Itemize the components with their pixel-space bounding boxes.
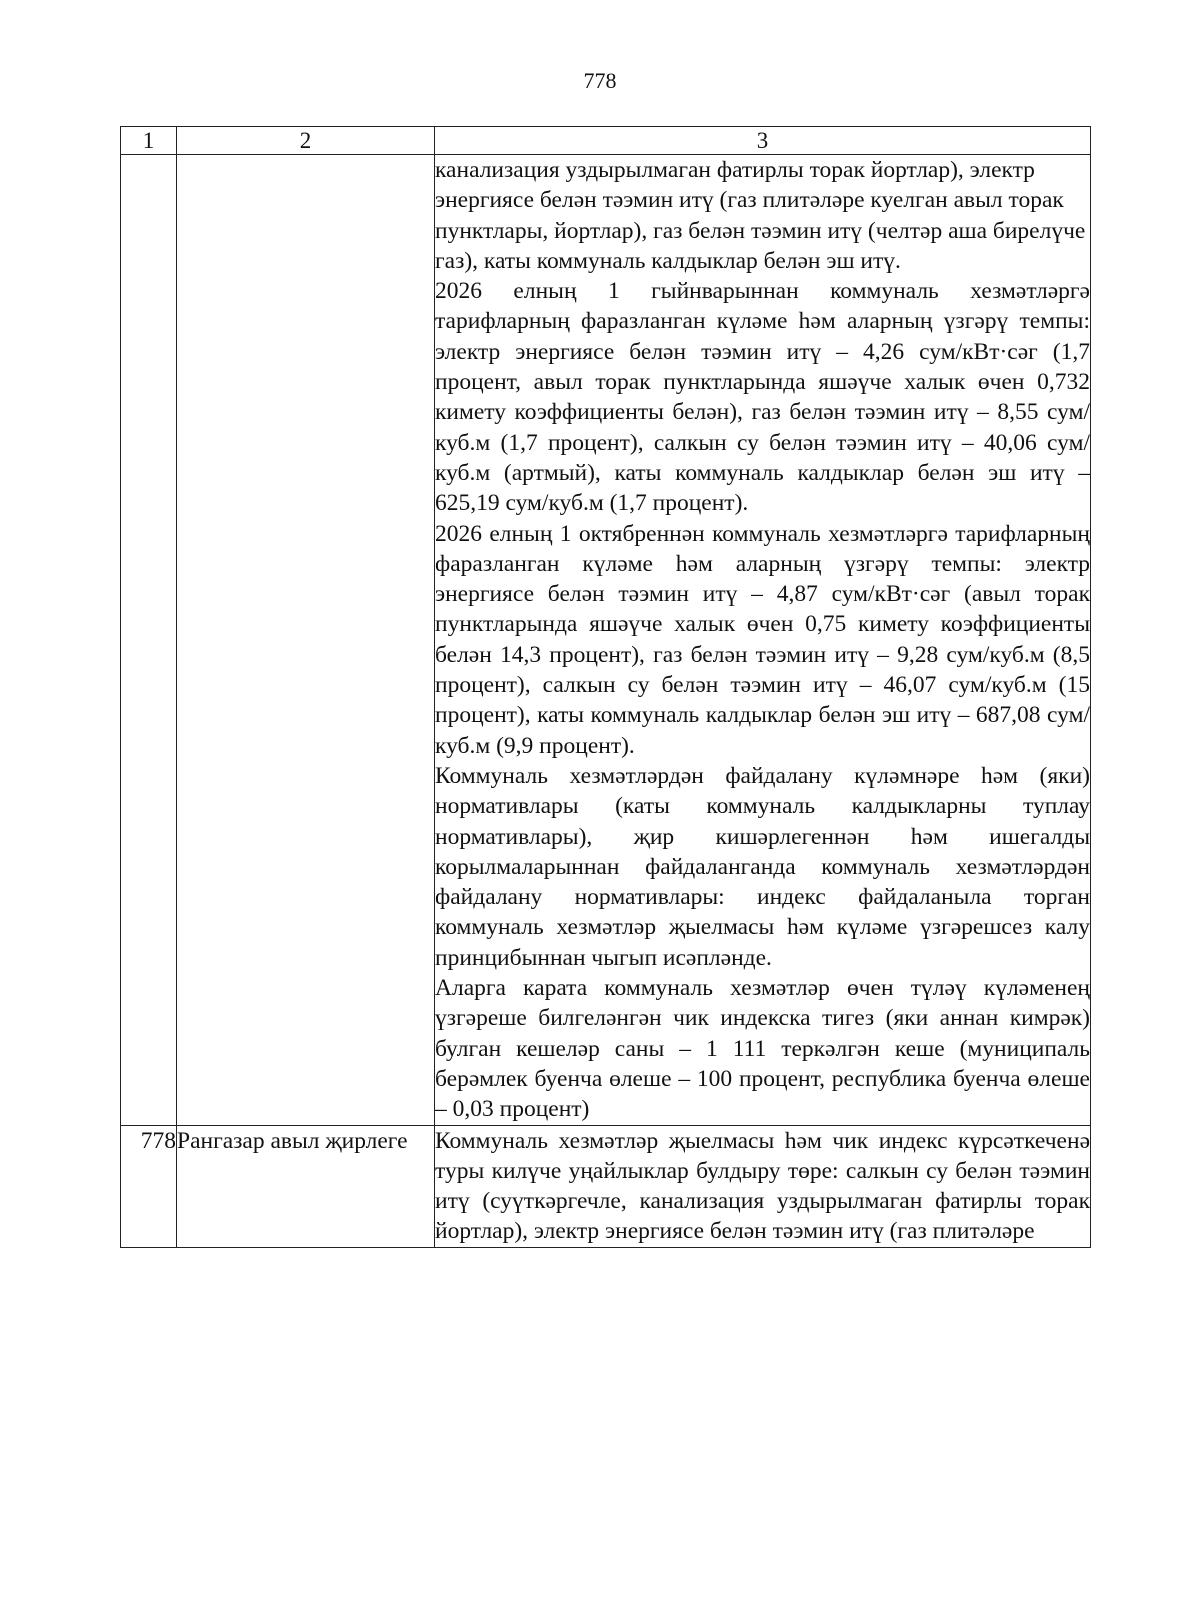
table-row [121, 1125, 1091, 1247]
content-paragraph: канализация уздырылмаган фатирлы торак йортлар), электр энергиясе белән тәэмин итү (газ плитәләре куелган авыл торак пунктлары, йортлар), газ белән тәэмин итү (челтәр аша бирелүче газ), каты коммуналь калдыклар белән эш итү. [435, 157, 1086, 274]
table-header-row [121, 127, 1091, 155]
content-paragraph: Коммуналь хезмәтләрдән файдалану күләмнәре һәм (яки) нормативлары (каты коммуналь калдыкларны туплау нормативлары), җир кишәрлегеннән һәм ишегалды корылмаларыннан файдаланганда коммуналь хезмәтләрдән файдалану нормативлары: индекс файдаланыла торган коммуналь хезмәтләр җыелмасы һәм күләме үзгәрешсез калу принцибыннан чыгып исәпләнде. [435, 762, 1090, 971]
column-header-3: 3 [435, 127, 1091, 155]
row-number-cell: 778 [121, 1125, 177, 1247]
column-header-2: 2 [177, 127, 435, 155]
column-header-1: 1 [121, 127, 177, 155]
row-content-cell [435, 1125, 1091, 1247]
table-row-continued [121, 155, 1091, 1126]
page-number: 778 [583, 68, 617, 93]
row-name-cell [177, 155, 435, 1126]
content-paragraph: Коммуналь хезмәтләр җыелмасы һәм чик индекс күрсәткеченә туры килүче уңайлыклар булдыру төре: салкын су белән тәэмин итү (суүткәргечле, канализация уздырылмаган фатирлы торак йортлар), электр энергиясе белән тәэмин итү (газ плитәләре [435, 1127, 1090, 1245]
row-number-cell [121, 155, 177, 1126]
content-paragraph: 2026 елның 1 гыйнварыннан коммуналь хезмәтләргә тарифларның фаразланган күләме һәм аларның үзгәрү темпы: электр энергиясе белән тәэмин итү – 4,26 сум/кВт·сәг (1,7 процент, авыл торак пунктларында яшәүче халык өчен 0,732 кимету коэффициенты белән), газ белән тәэмин итү – 8,55 сум/куб.м (1,7 процент), салкын су белән тәэмин итү – 40,06 сум/куб.м (артмый), каты коммуналь калдыклар белән эш итү – 625,19 сум/куб.м (1,7 процент). [435, 278, 1090, 517]
row-content-cell [435, 155, 1091, 1126]
content-paragraph: Аларга карата коммуналь хезмәтләр өчен түләү күләменең үзгәреше билгеләнгән чик индекска тигез (яки аннан кимрәк) булган кешеләр саны – 1 111 теркәлгән кеше (муниципаль берәмлек буенча өлеше – 100 процент, республика буенча өлеше – 0,03 процент) [435, 975, 1090, 1123]
document-table [120, 126, 1091, 1248]
content-paragraph: 2026 елның 1 октябреннән коммуналь хезмәтләргә тарифларның фаразланган күләме һәм аларның үзгәрү темпы: электр энергиясе белән тәэмин итү – 4,87 сум/кВт·сәг (авыл торак пунктларында яшәүче халык өчен 0,75 кимету коэффициенты белән 14,3 процент), газ белән тәэмин итү – 9,28 сум/куб.м (8,5 процент), салкын су белән тәэмин итү – 46,07 сум/куб.м (15 процент), каты коммуналь калдыклар белән эш итү – 687,08 сум/куб.м (9,9 процент). [435, 520, 1090, 759]
row-name-cell: Рангазар авыл җирлеге [177, 1125, 435, 1247]
